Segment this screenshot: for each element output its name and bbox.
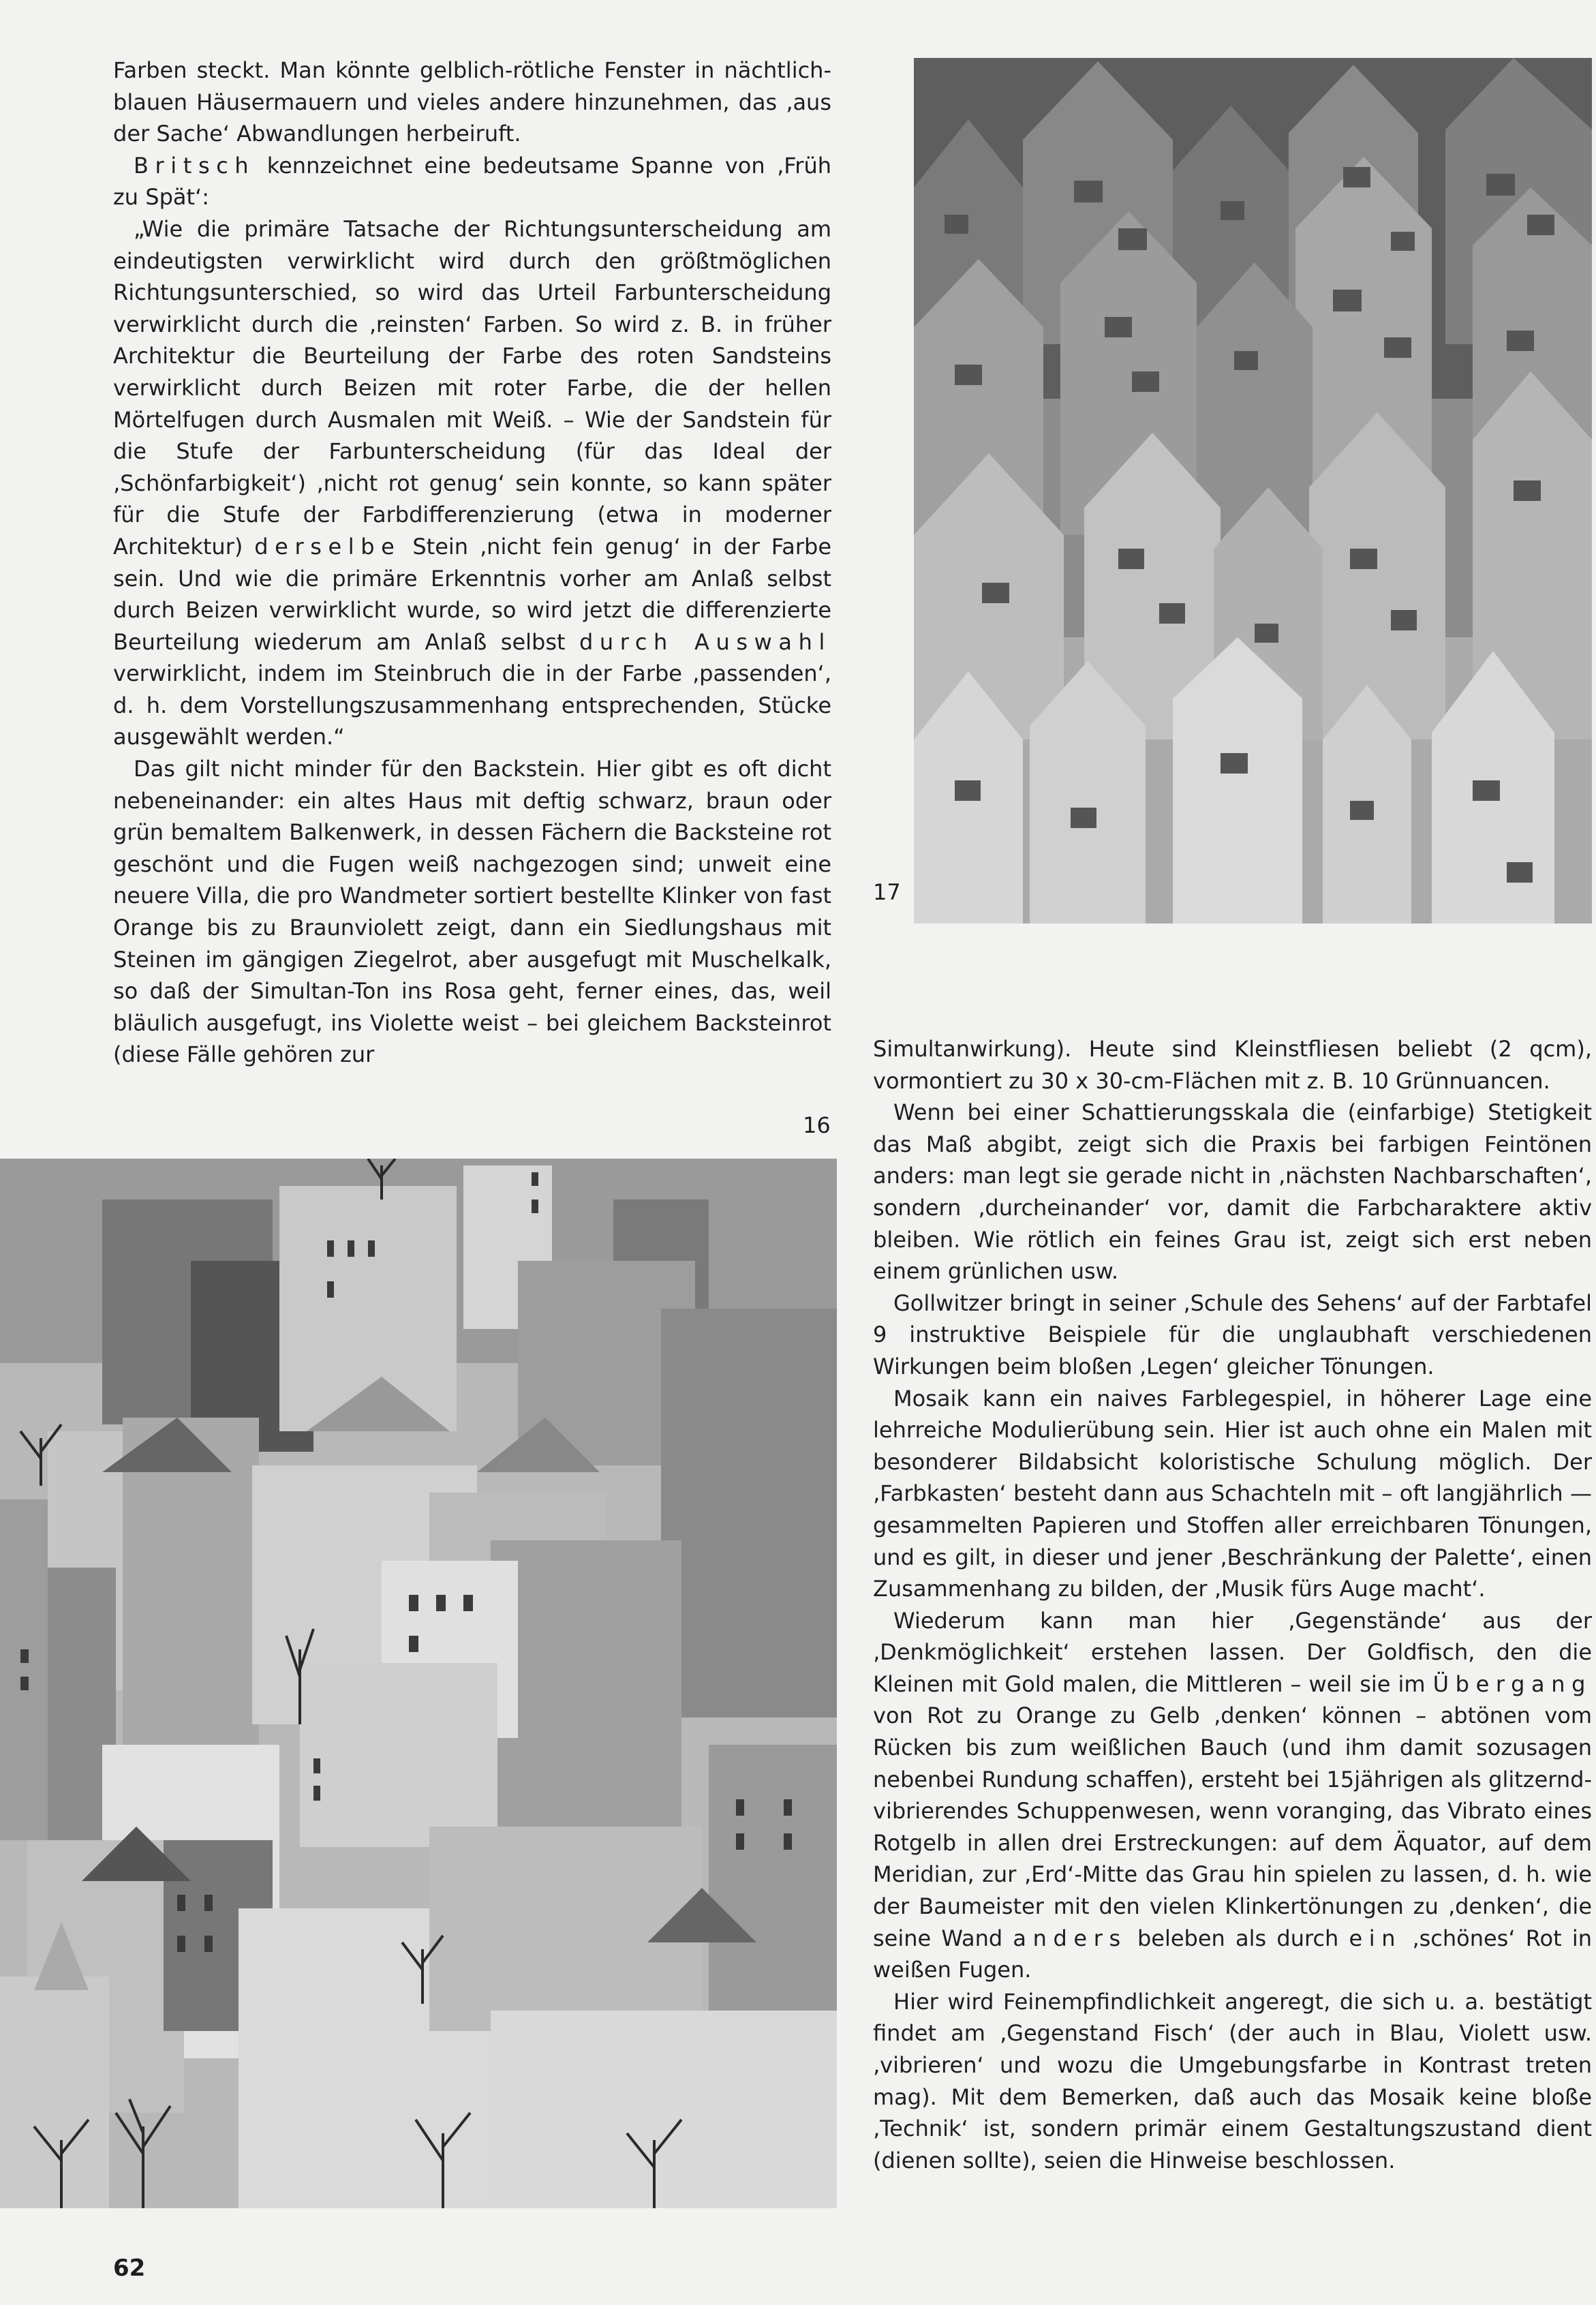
paragraph: Britsch kennzeichnet eine bedeutsame Spanne von ‚Früh zu Spät‘: [113, 152, 831, 211]
paragraph: Wiederum kann man hier ‚Gegenstände‘ aus der ‚Denkmöglichkeit‘ erstehen lassen. Der Goldfisch, den die Kleinen mit Gold malen, die Mittleren – weil sie im Übergang von Rot zu Orange zu Gelb ‚denken‘ können – abtönen vom Rücken bis zum weißlichen Bauch (und ihm damit sozusagen nebenbei Rundung schaffen), ersteht bei 15jährigen als glitzernd-vibrierendes Schuppenwesen, wenn voranging, das Vibrato eines Rotgelb in allen drei Erstreckungen: auf dem Äquator, auf dem Meridian, zur ‚Erd‘-Mitte das Grau hin spielen zu lassen, d. h. wie der Baumeister mit den vielen Klinkertönungen zu ‚denken‘, die seine Wand anders beleben als durch ein ‚schönes‘ Rot in weißen Fugen. [873, 1607, 1592, 1983]
paragraph: Wenn bei einer Schattierungsskala die (einfarbige) Stetigkeit das Maß abgibt, zeigt sich die Praxis bei farbigen Feintönen anders: man legt sie gerade nicht in ‚nächsten Nachbarschaften‘, sondern ‚durcheinander‘ vor, damit die Farbcharaktere aktiv bleiben. Wie rötlich ein feines Grau ist, zeigt sich erst neben einem grünlichen usw. [873, 1099, 1592, 1285]
quotation-paragraph: „Wie die primäre Tatsache der Richtungsunterscheidung am eindeutigsten verwirklicht wird durch den größtmöglichen Richtungsunterschied, so wird das Urteil Farbunterscheidung verwirklicht durch die ‚reinsten‘ Farben. So wird z. B. in früher Architektur die Beurteilung der Farbe des roten Sandsteins verwirklicht durch Beizen mit roter Farbe, die der hellen Mörtelfugen durch Ausmalen mit Weiß. – Wie der Sandstein für die Stufe der Farbunterscheidung (für das Ideal der ‚Schönfarbigkeit‘) ‚nicht rot genug‘ sein konnte, so kann später für die Stufe der Farbdifferenzierung (etwa in moderner Architektur) derselbe Stein ‚nicht fein genug‘ in der Farbe sein. Und wie die primäre Erkenntnis vorher am Anlaß selbst durch Beizen verwirklicht wurde, so wird jetzt die differenzierte Beurteilung wiederum am Anlaß selbst durch Auswahl verwirklicht, indem im Steinbruch die in der Farbe ‚passenden‘, d. h. dem Vorstellungszusammenhang entsprechenden, Stücke ausgewählt werden.“ [113, 215, 832, 750]
right-column-text [873, 1033, 1592, 2176]
figure-17-number: 17 [873, 879, 901, 905]
spaced-word: durch Auswahl [579, 628, 831, 655]
figure-16-town-painting [0, 1159, 837, 2208]
paragraph: Simultanwirkung). Heute sind Kleinstfliesen beliebt (2 qcm), vormontiert zu 30 x 30-cm-Flächen mit z. B. 10 Grünnuancen. [873, 1036, 1592, 1094]
town-painting-illustration [0, 1159, 837, 2208]
spaced-word: Übergang [1432, 1670, 1592, 1697]
figure-17-house-mosaic [914, 58, 1592, 923]
left-column-text [113, 55, 831, 1071]
paragraph: Das gilt nicht minder für den Backstein. Hier gibt es oft dicht nebeneinander: ein altes Haus mit deftig schwarz, braun oder grün bemaltem Balkenwerk, in dessen Fächern die Backsteine rot geschönt und die Fugen weiß nachgezogen sind; unweit eine neuere Villa, die pro Wandmeter sortiert bestellte Klinker von fast Orange bis zu Braunviolett zeigt, dann ein Siedlungshaus mit Steinen im gängigen Ziegelrot, aber ausgefugt mit Muschelkalk, so daß der Simultan-Ton ins Rosa geht, ferner eines, das, weil bläulich ausgefugt, ins Violette weist – bei gleichem Backsteinrot (diese Fälle gehören zur [113, 756, 831, 1068]
spaced-name-britsch: Britsch [134, 152, 256, 179]
house-mosaic-illustration [914, 58, 1592, 923]
paragraph: Farben steckt. Man könnte gelblich-rötliche Fenster in nächtlich-blauen Häusermauern und vieles andere hinzunehmen, das ‚aus der Sache‘ Abwandlungen herbeiruft. [113, 57, 831, 147]
spaced-word: ein [1349, 1925, 1402, 1951]
figure-16-number: 16 [803, 1112, 831, 1138]
spaced-word: anders [1013, 1925, 1127, 1951]
page-number: 62 [113, 2255, 146, 2282]
paragraph: Gollwitzer bringt in seiner ‚Schule des Sehens‘ auf der Farbtafel 9 instruktive Beispiele für die unglaubhaft verschiedenen Wirkungen beim bloßen ‚Legen‘ gleicher Tönungen. [873, 1289, 1592, 1379]
paragraph: Hier wird Feinempfindlichkeit angeregt, die sich u. a. bestätigt findet am ‚Gegenstand Fisch‘ (der auch in Blau, Violett usw. ‚vibrieren‘ und wozu die Umgebungsfarbe in Kontrast treten mag). Mit dem Bemerken, daß auch das Mosaik keine bloße ‚Technik‘ ist, sondern primär einem Gestaltungszustand dient (dienen sollte), seien die Hinweise beschlossen. [873, 1988, 1592, 2173]
paragraph: Mosaik kann ein naives Farblegespiel, in höherer Lage eine lehrreiche Modulierübung sein. Hier ist auch ohne ein Malen mit besonderer Bildabsicht koloristische Schulung möglich. Der ‚Farbkasten‘ besteht dann aus Schachteln mit – oft langjährlich — gesammelten Papieren und Stoffen aller erreichbaren Tönungen, und es gilt, in dieser und jener ‚Beschränkung der Palette‘, einen Zusammenhang zu bilden, der ‚Musik fürs Auge macht‘. [873, 1385, 1592, 1602]
spaced-word: derselbe [254, 533, 401, 560]
